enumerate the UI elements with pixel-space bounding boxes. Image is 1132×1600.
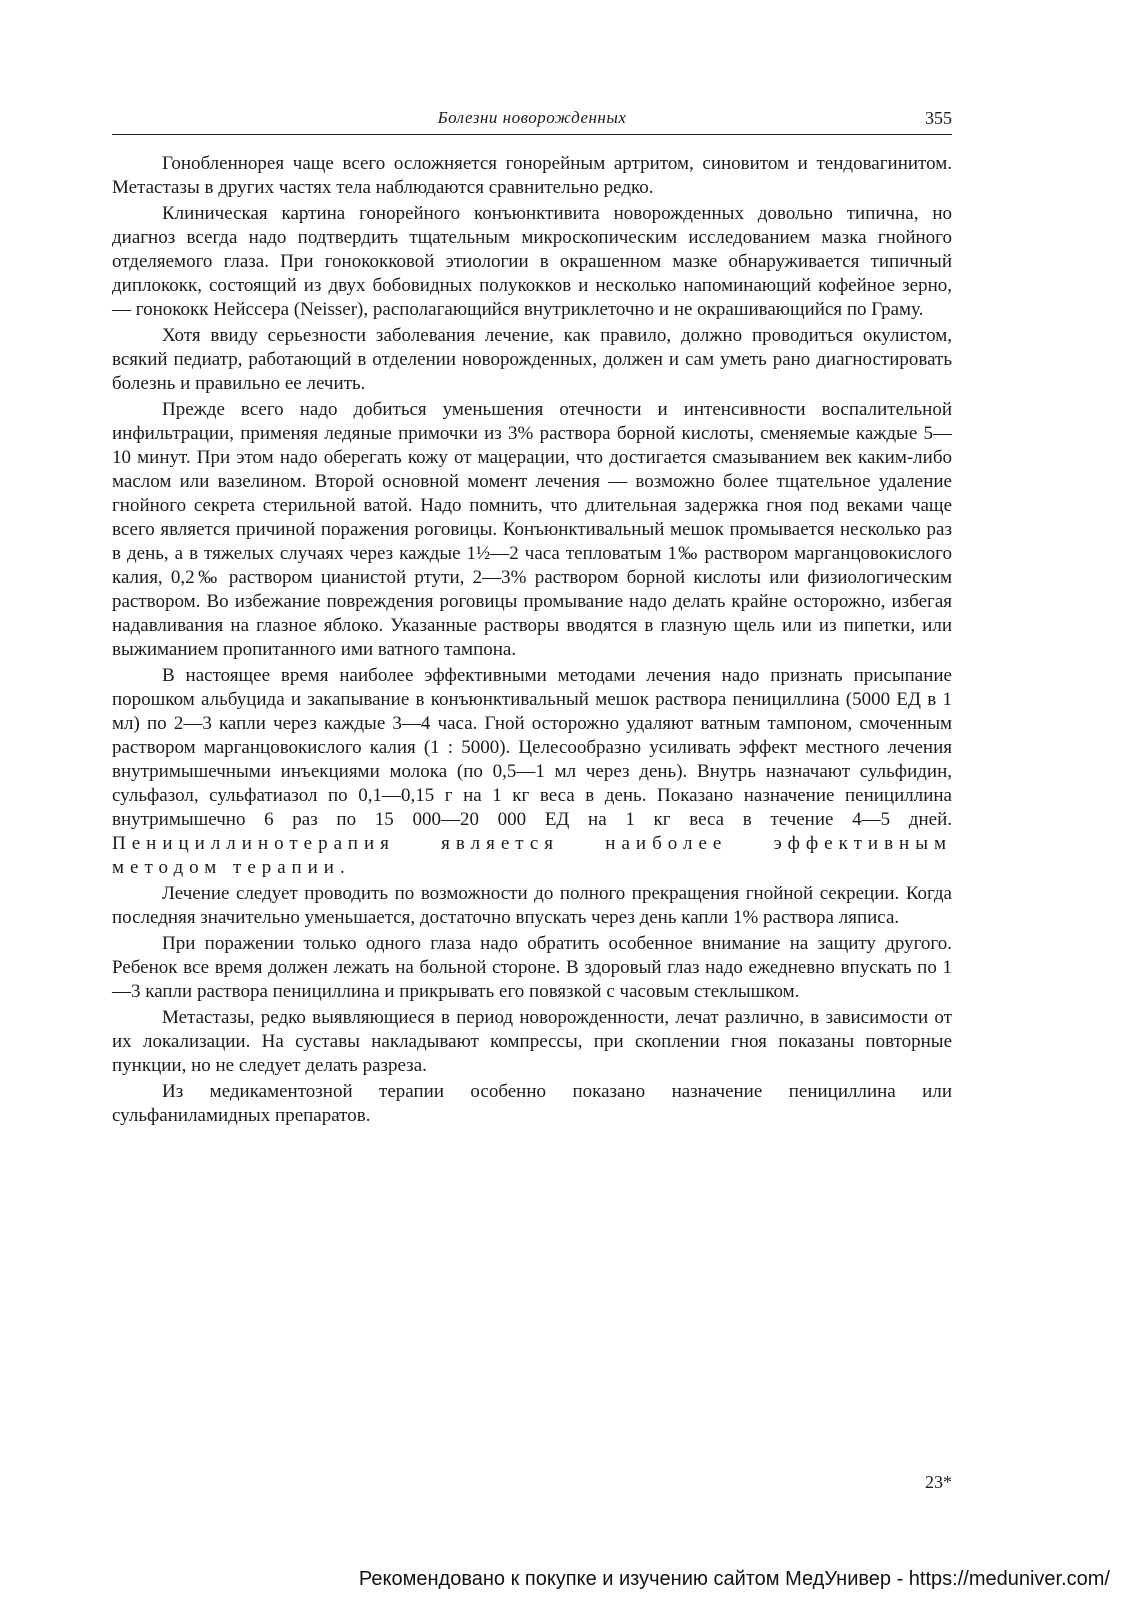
signature-mark: 23* [925, 1472, 952, 1492]
footer-banner[interactable]: Рекомендовано к покупке и изучению сайтом МедУнивер - https://meduniver.com/ [358, 1568, 1110, 1590]
paragraph-9: Из медикаментозной терапии особенно показано назначение пенициллина или сульфаниламидных препаратов. [112, 1081, 952, 1126]
emphasis-text: Пенициллинотерапия является наиболее эффективным методом терапии. [112, 833, 952, 878]
paragraph-4: Прежде всего надо добиться уменьшения отечности и интенсивности воспалительной инфильтрации, применяя ледяные примочки из 3% раствора борной кислоты, сменяемые каждые 5—10 минут. При этом надо оберегать кожу от мацерации, что достигается смазыванием век каким-либо маслом или вазелином. Второй основной момент лечения — возможно более тщательное удаление гнойного секрета стерильной ватой. Надо помнить, что длительная задержка гноя под веками чаще всего является причиной поражения роговицы. Конъюнктивальный мешок промывается несколько раз в день, а в тяжелых случаях через каждые 1½—2 часа тепловатым 1‰ раствором марганцовокислого калия, 0,2‰ раствором цианистой ртути, 2—3% раствором борной кислоты или физиологическим раствором. Во избежание повреждения роговицы промывание надо делать крайне осторожно, избегая надавливания на глазное яблоко. Указанные растворы вводятся в глазную щель или из пипетки, или выжиманием пропитанного ими ватного тампона. [112, 399, 952, 660]
paragraph-5-text: В настоящее время наиболее эффективными методами лечения надо признать присыпание порошком альбуцида и закапывание в конъюнктивальный мешок раствора пенициллина (5000 ЕД в 1 мл) по 2—3 капли через каждые 3—4 часа. Гной осторожно удаляют ватным тампоном, смоченным раствором марганцовокислого калия (1 : 5000). Целесообразно усиливать эффект местного лечения внутримышечными инъекциями молока (по 0,5—1 мл через день). Внутрь назначают сульфидин, сульфазол, сульфатиазол по 0,1—0,15 г на 1 кг веса в день. Показано назначение пенициллина внутримышечно 6 раз по 15 000—20 000 ЕД на 1 кг веса в течение 4—5 дней. [112, 665, 952, 830]
paragraph-2: Клиническая картина гонорейного конъюнктивита новорожденных довольно типична, но диагноз всегда надо подтвердить тщательным микроскопическим исследованием мазка гнойного отделяемого глаза. При гонококковой этиологии в окрашенном мазке обнаруживается типичный диплококк, состоящий из двух бобовидных полукокков и несколько напоминающий кофейное зерно, — гонококк Нейссера (Neisser), располагающийся внутриклеточно и не окрашивающийся по Граму. [112, 203, 952, 320]
running-header [112, 108, 952, 135]
paragraph-5 [112, 664, 952, 880]
running-title: Болезни новорожденных [437, 108, 627, 127]
paragraph-1: Гонобленнорея чаще всего осложняется гонорейным артритом, синовитом и тендовагинитом. Метастазы в других частях тела наблюдаются сравнительно редко. [112, 153, 952, 198]
page-body [112, 152, 952, 1130]
paragraph-8: Метастазы, редко выявляющиеся в период новорожденности, лечат различно, в зависимости от их локализации. На суставы накладывают компрессы, при скоплении гноя показаны повторные пункции, но не следует делать разреза. [112, 1007, 952, 1076]
paragraph-6: Лечение следует проводить по возможности до полного прекращения гнойной секреции. Когда последняя значительно уменьшается, достаточно впускать через день капли 1% раствора ляписа. [112, 883, 952, 928]
paragraph-3: Хотя ввиду серьезности заболевания лечение, как правило, должно проводиться окулистом, всякий педиатр, работающий в отделении новорожденных, должен и сам уметь рано диагностировать болезнь и правильно ее лечить. [112, 325, 952, 394]
page-number: 355 [925, 108, 952, 128]
paragraph-7: При поражении только одного глаза надо обратить особенное внимание на защиту другого. Ребенок все время должен лежать на больной стороне. В здоровый глаз надо ежедневно впускать по 1—3 капли раствора пенициллина и прикрывать его повязкой с часовым стеклышком. [112, 933, 952, 1002]
